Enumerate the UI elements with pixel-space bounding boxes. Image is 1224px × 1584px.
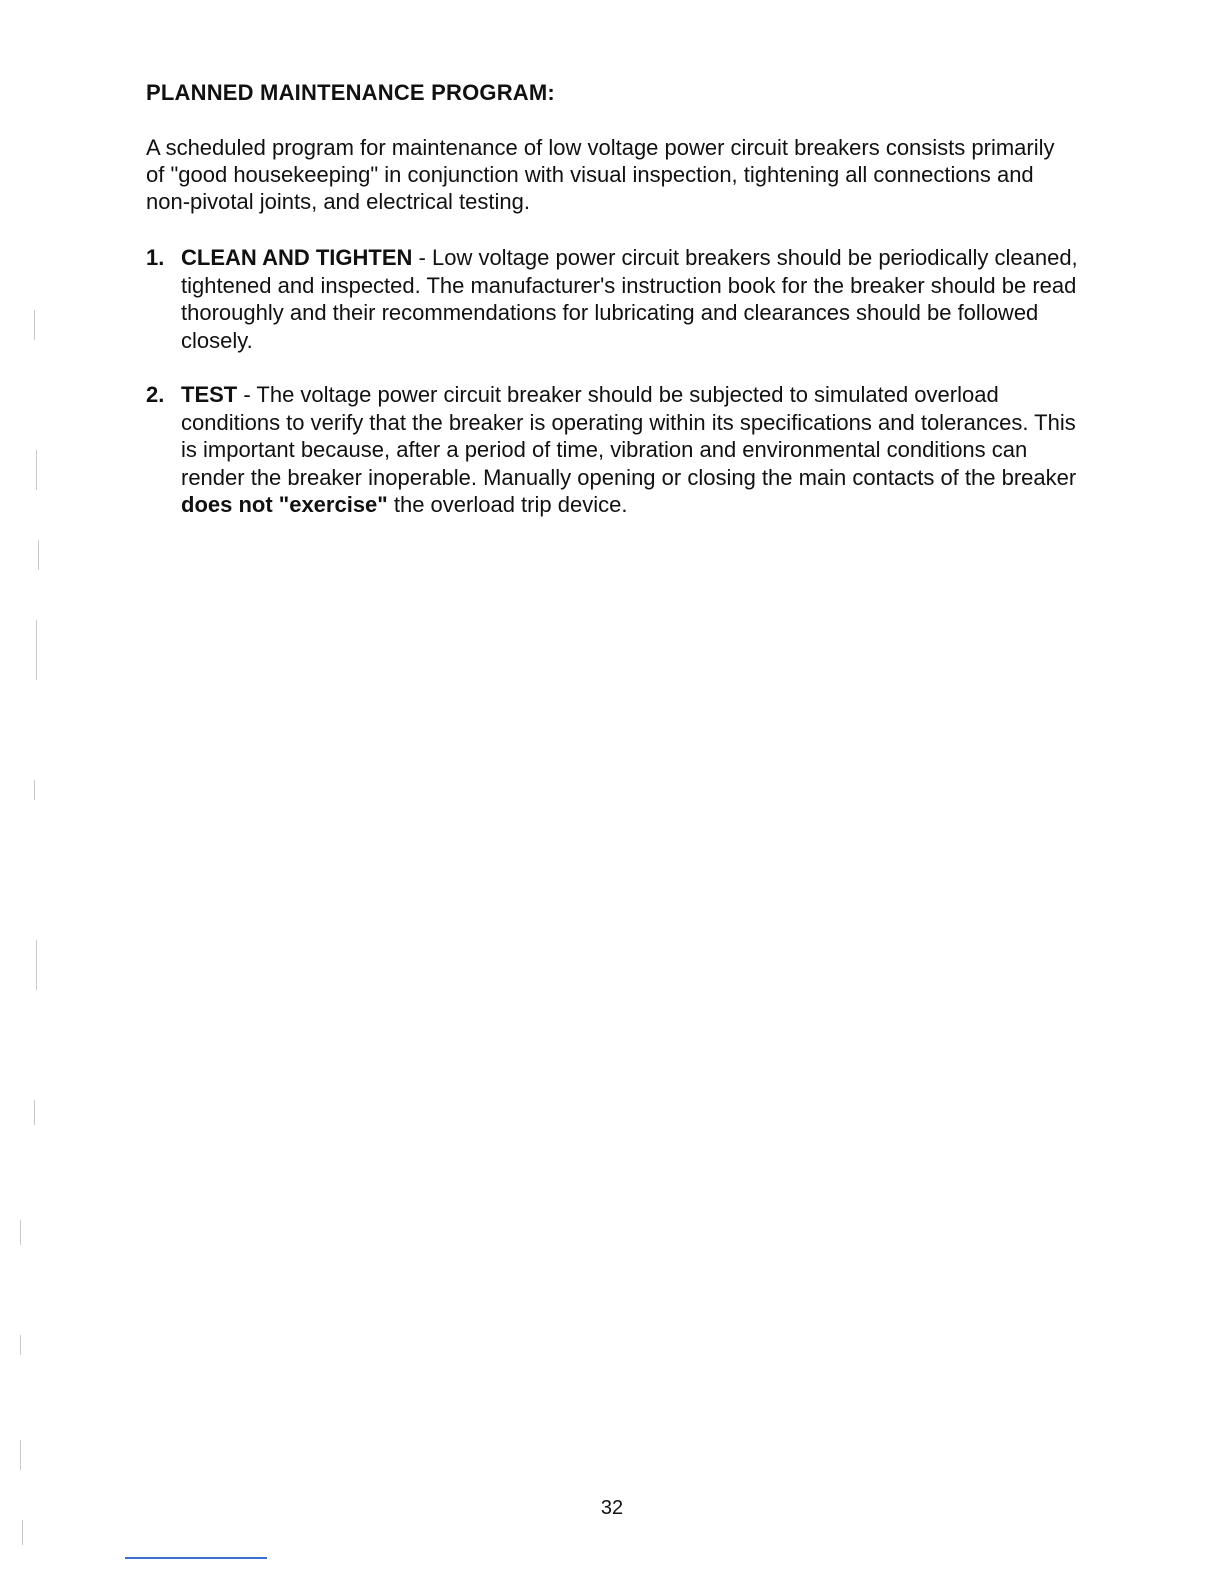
scan-margin-artifacts [14, 220, 44, 1560]
item-text-after: the overload trip device. [387, 492, 628, 517]
bottom-rule [125, 1557, 267, 1559]
item-body [181, 381, 1086, 519]
page-number: 32 [600, 1497, 624, 1519]
list-item-test [146, 381, 1086, 519]
section-heading: PLANNED MAINTENANCE PROGRAM: [146, 80, 555, 105]
item-separator: - [237, 382, 257, 407]
item-text-before: The voltage power circuit breaker should be subjected to simulated overload conditions to verify that the breaker is operating within its specifications and tolerances. This is important because, after a period of time, vibration and environmental conditions can render the breaker inoperable. Manually opening or closing the main contacts of the breaker [181, 382, 1077, 490]
item-body [181, 244, 1086, 354]
item-separator: - [412, 245, 432, 270]
item-emphasis: does not "exercise" [181, 492, 388, 517]
item-number: 2. [146, 382, 165, 407]
item-text: Low voltage power circuit breakers should be periodically cleaned, tightened and inspected. The manufacturer's instruction book for the breaker should be read thoroughly and their recommendations for lubricating and clearances should be followed closely. [181, 245, 1078, 353]
item-term: TEST [181, 382, 238, 407]
intro-paragraph: A scheduled program for maintenance of low voltage power circuit breakers consists primarily of "good housekeeping" in conjunction with visual inspection, tightening all connections and non-pivotal joints, and electrical testing. [146, 135, 1055, 214]
item-number: 1. [146, 245, 165, 270]
item-term: CLEAN AND TIGHTEN [181, 245, 413, 270]
list-item-clean-and-tighten [146, 244, 1086, 354]
